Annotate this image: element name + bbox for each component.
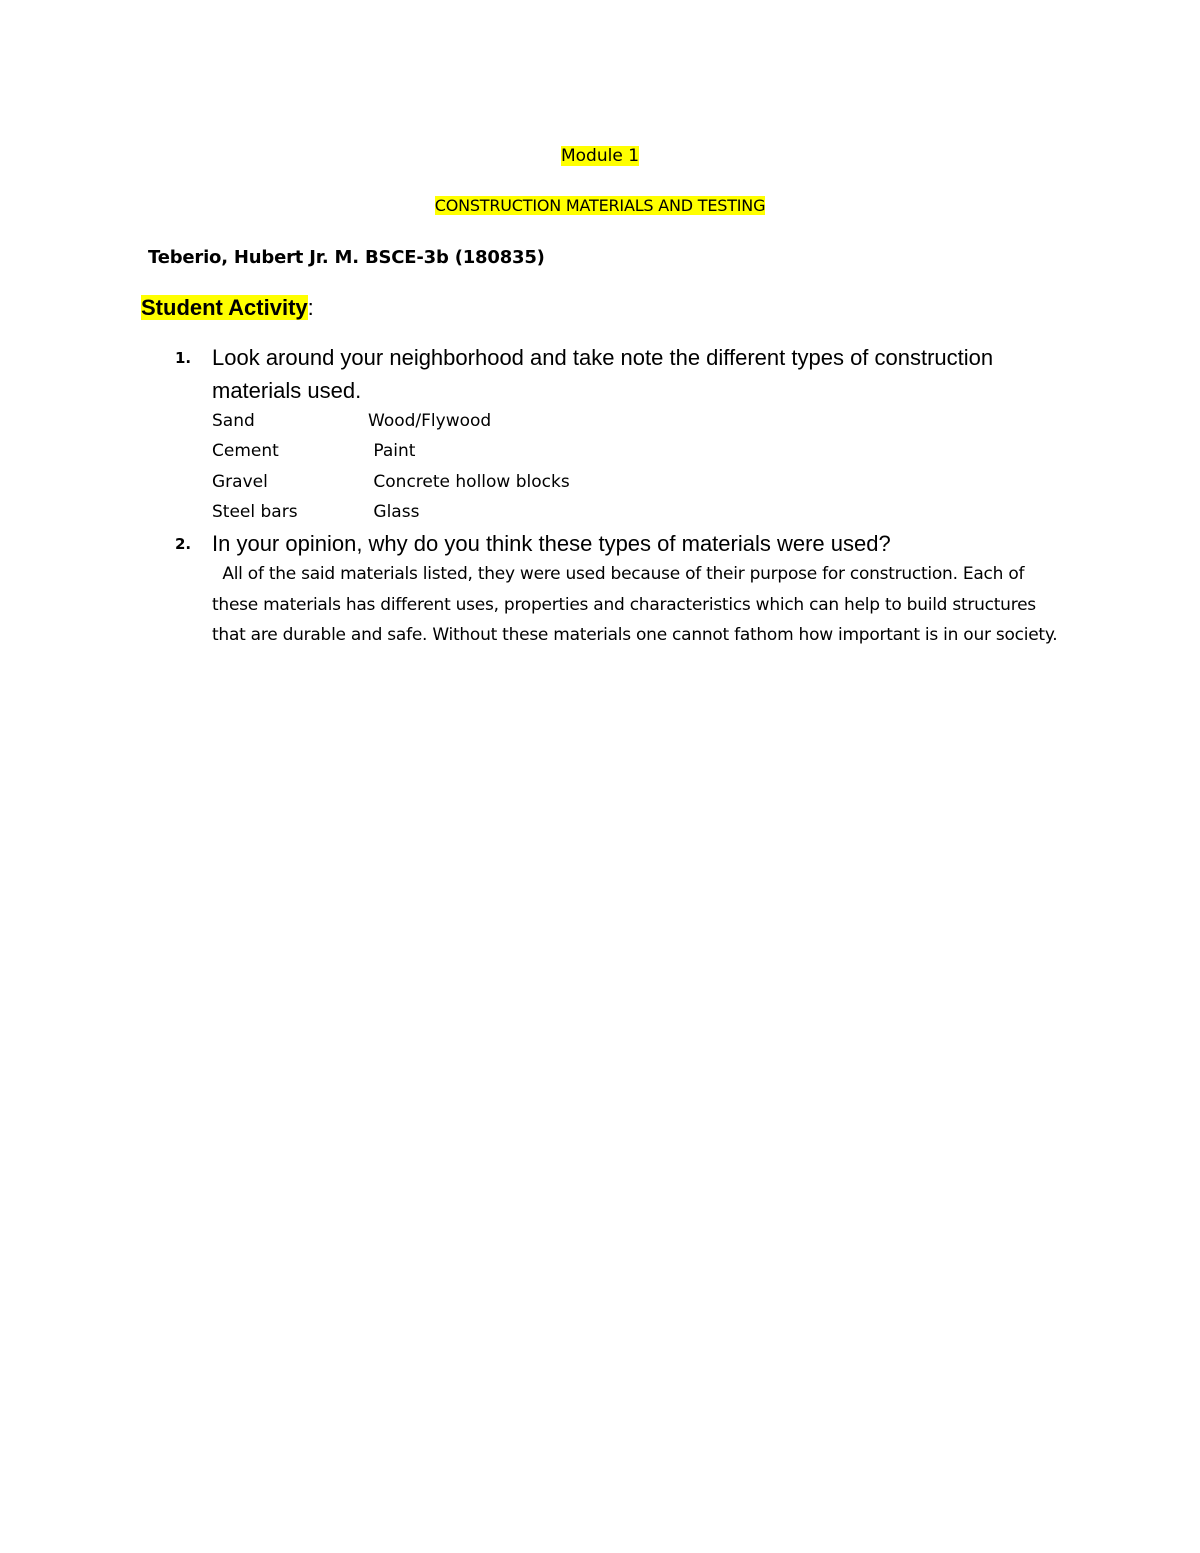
material-item: Sand <box>212 411 255 431</box>
material-item: Steel bars <box>212 501 298 522</box>
material-item: Gravel <box>212 471 268 492</box>
question-2-number: 2. <box>175 535 192 553</box>
question-2-text: In your opinion, why do you think these types of materials were used? <box>212 531 891 556</box>
material-item: Wood/Flywood <box>368 411 492 431</box>
module-title <box>0 143 1200 169</box>
answer-paragraph: All of the said materials listed, they were used because of their purpose for construction. Each of these materials has different uses, properties and characteristics which can help to build structures that are durable and safe. Without these materials one cannot fathom how important is in our society. <box>212 564 1058 645</box>
question-1-text: Look around your neighborhood and take note the different types of construction materials used. <box>212 345 994 403</box>
student-info: Teberio, Hubert Jr. M. BSCE-3b (180835) <box>148 247 545 268</box>
module-title-text: Module 1 <box>560 146 640 166</box>
question-1-number: 1. <box>175 349 192 367</box>
material-item: Paint <box>368 441 416 462</box>
activity-heading-colon: : <box>307 295 314 320</box>
material-item: Glass <box>368 501 420 522</box>
course-title-text: CONSTRUCTION MATERIALS AND TESTING <box>434 196 766 215</box>
course-title <box>0 193 1200 219</box>
material-item: Cement <box>212 441 279 462</box>
activity-heading <box>141 292 314 324</box>
material-item: Concrete hollow blocks <box>368 471 570 492</box>
activity-heading-label: Student Activity <box>141 295 308 320</box>
